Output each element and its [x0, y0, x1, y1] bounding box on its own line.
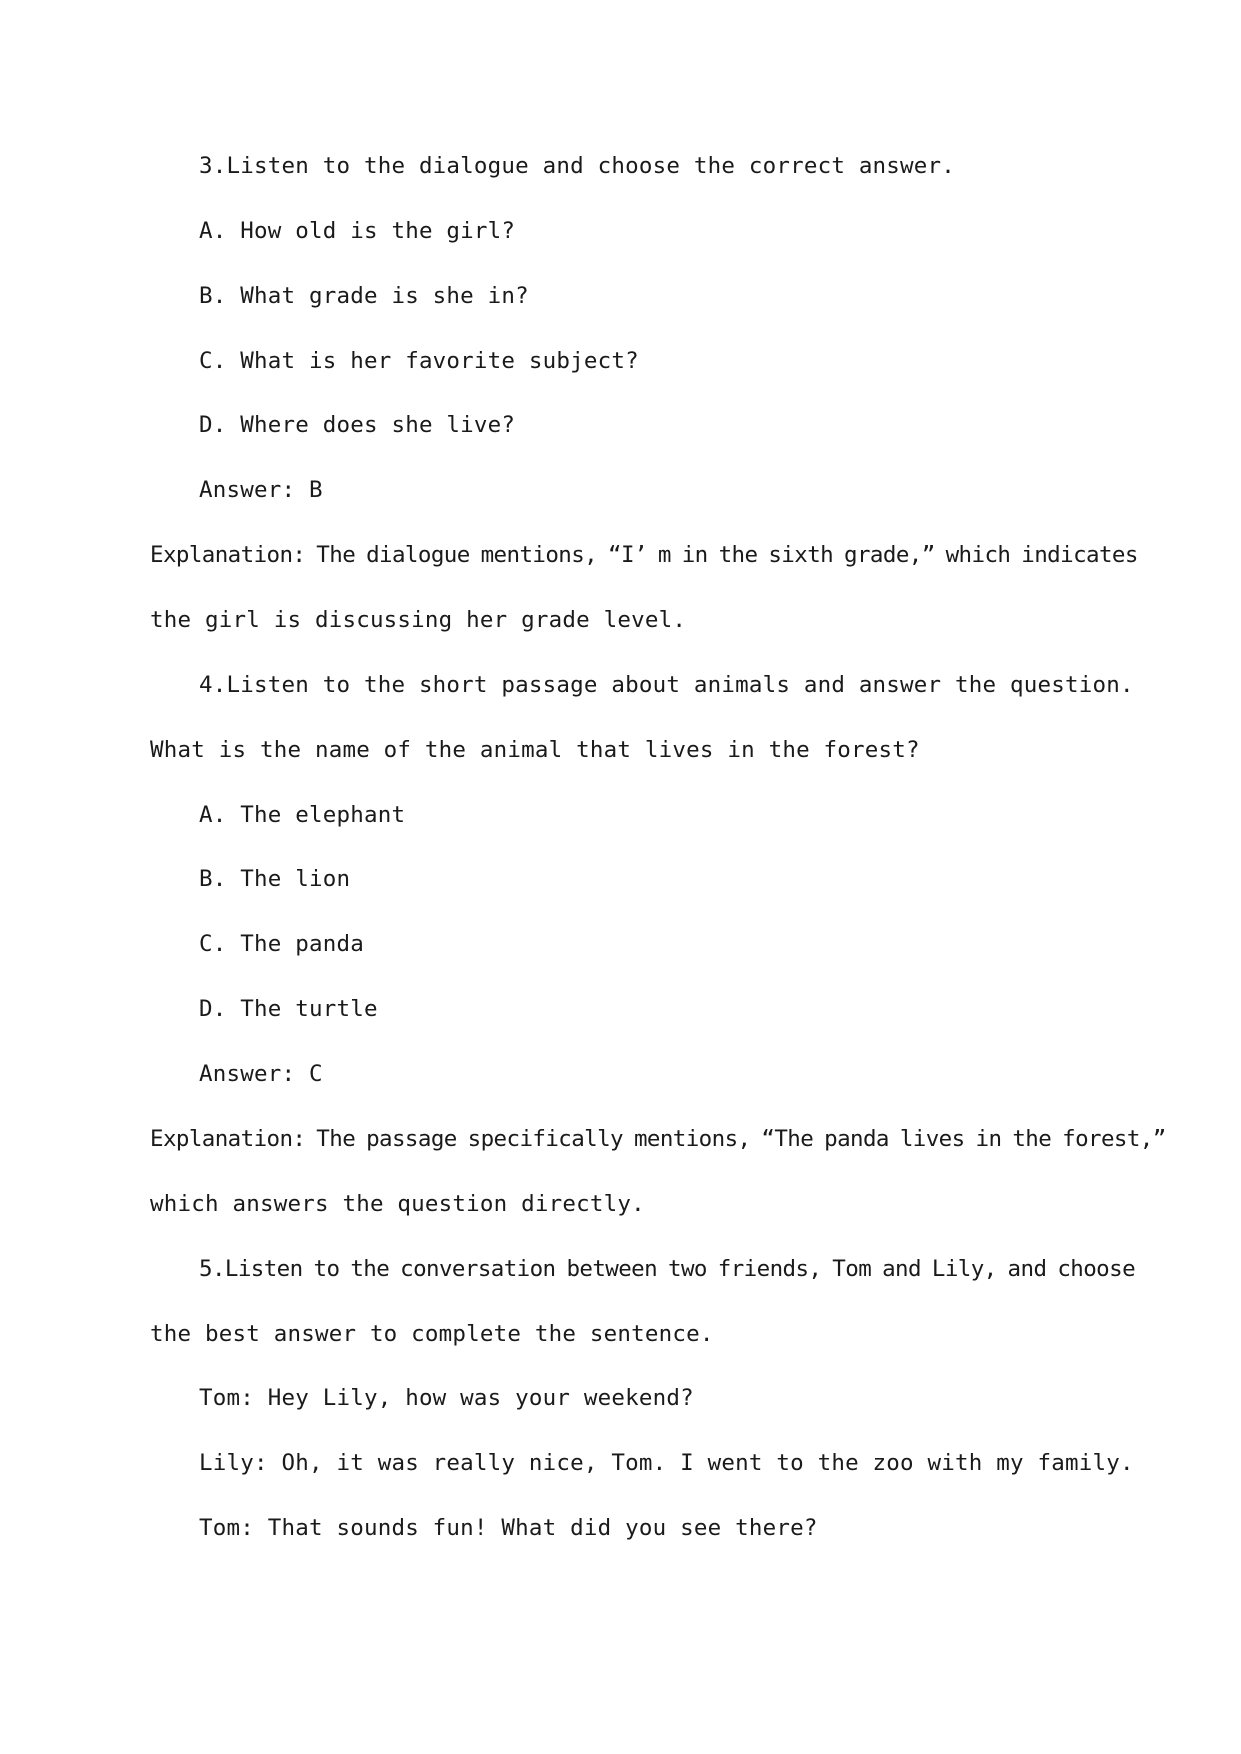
- question-5-prompt-line-2: the best answer to complete the sentence.: [150, 1321, 714, 1347]
- question-4-explanation-line-1: Explanation: The passage specifically mentions, “The panda lives in the forest,”: [150, 1126, 1166, 1152]
- question-3-answer: Answer: B: [199, 477, 323, 503]
- question-3-option-d: D. Where does she live?: [199, 412, 516, 438]
- question-3-prompt: 3.Listen to the dialogue and choose the correct answer.: [199, 153, 956, 179]
- question-4-option-a: A. The elephant: [199, 802, 406, 828]
- question-4-question: What is the name of the animal that lives in the forest?: [150, 737, 920, 763]
- question-5-prompt-line-1: 5.Listen to the conversation between two friends, Tom and Lily, and choose: [199, 1256, 1136, 1282]
- question-4-option-d: D. The turtle: [199, 996, 378, 1022]
- question-4-option-c: C. The panda: [199, 931, 364, 957]
- dialogue-line-tom-1: Tom: Hey Lily, how was your weekend?: [199, 1385, 694, 1411]
- question-3-explanation-line-2: the girl is discussing her grade level.: [150, 607, 687, 633]
- question-4-answer: Answer: C: [199, 1061, 323, 1087]
- question-3-option-c: C. What is her favorite subject?: [199, 348, 639, 374]
- question-4-option-b: B. The lion: [199, 866, 351, 892]
- dialogue-line-lily-1: Lily: Oh, it was really nice, Tom. I went to the zoo with my family.: [199, 1450, 1134, 1476]
- question-4-explanation-line-2: which answers the question directly.: [150, 1191, 645, 1217]
- question-3-option-a: A. How old is the girl?: [199, 218, 516, 244]
- question-4-prompt: 4.Listen to the short passage about animals and answer the question.: [199, 672, 1134, 698]
- question-3-explanation-line-1: Explanation: The dialogue mentions, “I’ m in the sixth grade,” which indicates: [150, 542, 1138, 568]
- dialogue-line-tom-2: Tom: That sounds fun! What did you see there?: [199, 1515, 818, 1541]
- question-3-option-b: B. What grade is she in?: [199, 283, 529, 309]
